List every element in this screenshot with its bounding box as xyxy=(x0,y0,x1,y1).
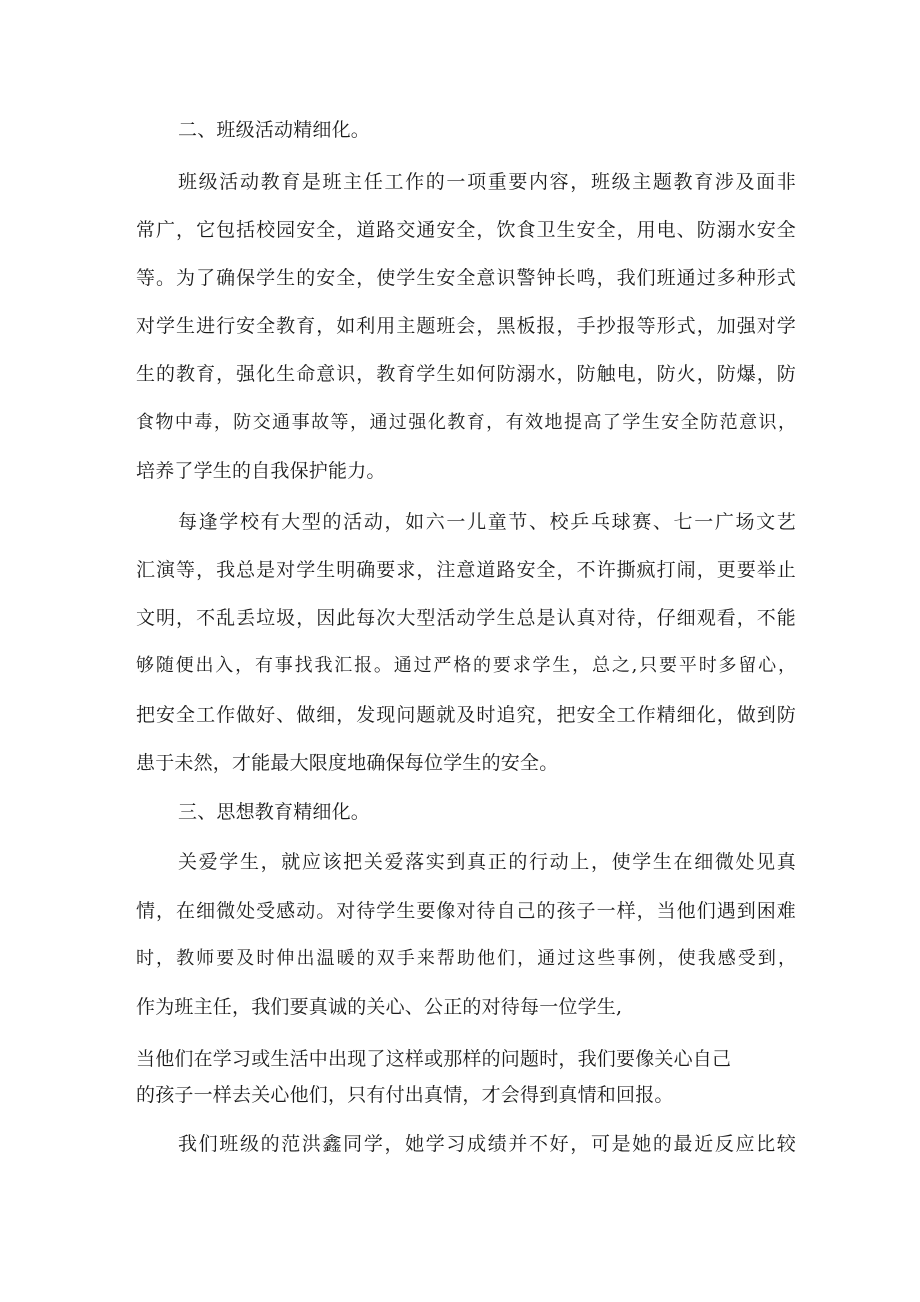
paragraph-line: 等。为了确保学生的安全，使学生安全意识警钟长鸣，我们班通过多种形式 xyxy=(136,267,796,289)
section-heading-2: 二、班级活动精细化。 xyxy=(178,119,371,141)
section-heading-3: 三、思想教育精细化。 xyxy=(178,801,371,823)
paragraph-line: 的孩子一样去关心他们，只有付出真情，才会得到真情和回报。 xyxy=(136,1084,674,1106)
paragraph-line: 把安全工作做好、做细，发现问题就及时追究，把安全工作精细化，做到防 xyxy=(136,704,796,726)
paragraph-line: 我们班级的范洪鑫同学，她学习成绩并不好，可是她的最近反应比较 xyxy=(178,1133,796,1155)
paragraph-line: 情，在细微处受感动。对待学生要像对待自己的孩子一样，当他们遇到困难 xyxy=(136,900,796,922)
paragraph-line: 常广，它包括校园安全，道路交通安全，饮食卫生安全，用电、防溺水安全 xyxy=(136,219,796,241)
paragraph-line: 作为班主任，我们要真诚的关心、公正的对待每一位学生, xyxy=(136,996,623,1018)
paragraph-line: 每逢学校有大型的活动，如六一儿童节、校乒乓球赛、七一广场文艺 xyxy=(178,511,796,533)
paragraph-line: 对学生进行安全教育，如利用主题班会，黑板报，手抄报等形式，加强对学 xyxy=(136,315,796,337)
paragraph-line: 文明，不乱丢垃圾，因此每次大型活动学生总是认真对待，仔细观看，不能 xyxy=(136,607,796,629)
paragraph-line: 关爱学生，就应该把关爱落实到真正的行动上，使学生在细微处见真 xyxy=(178,851,796,873)
paragraph-line: 时，教师要及时伸出温暖的双手来帮助他们，通过这些事例，使我感受到， xyxy=(136,948,796,969)
paragraph-line: 培养了学生的自我保护能力。 xyxy=(136,460,386,482)
paragraph-line: 生的教育，强化生命意识，教育学生如何防溺水，防触电，防火，防爆，防 xyxy=(136,363,796,385)
paragraph-line: 够随便出入，有事找我汇报。通过严格的要求学生，总之,只要平时多留心， xyxy=(136,655,796,676)
paragraph-line: 食物中毒，防交通事故等，通过强化教育，有效地提高了学生安全防范意识， xyxy=(136,412,796,433)
paragraph-line: 班级活动教育是班主任工作的一项重要内容，班级主题教育涉及面非 xyxy=(178,171,796,193)
paragraph-line: 患于未然，才能最大限度地确保每位学生的安全。 xyxy=(136,752,559,774)
paragraph-line: 汇演等，我总是对学生明确要求，注意道路安全，不许撕疯打闹，更要举止 xyxy=(136,559,796,581)
paragraph-line: 当他们在学习或生活中出现了这样或那样的问题时，我们要像关心自己 xyxy=(136,1048,732,1070)
